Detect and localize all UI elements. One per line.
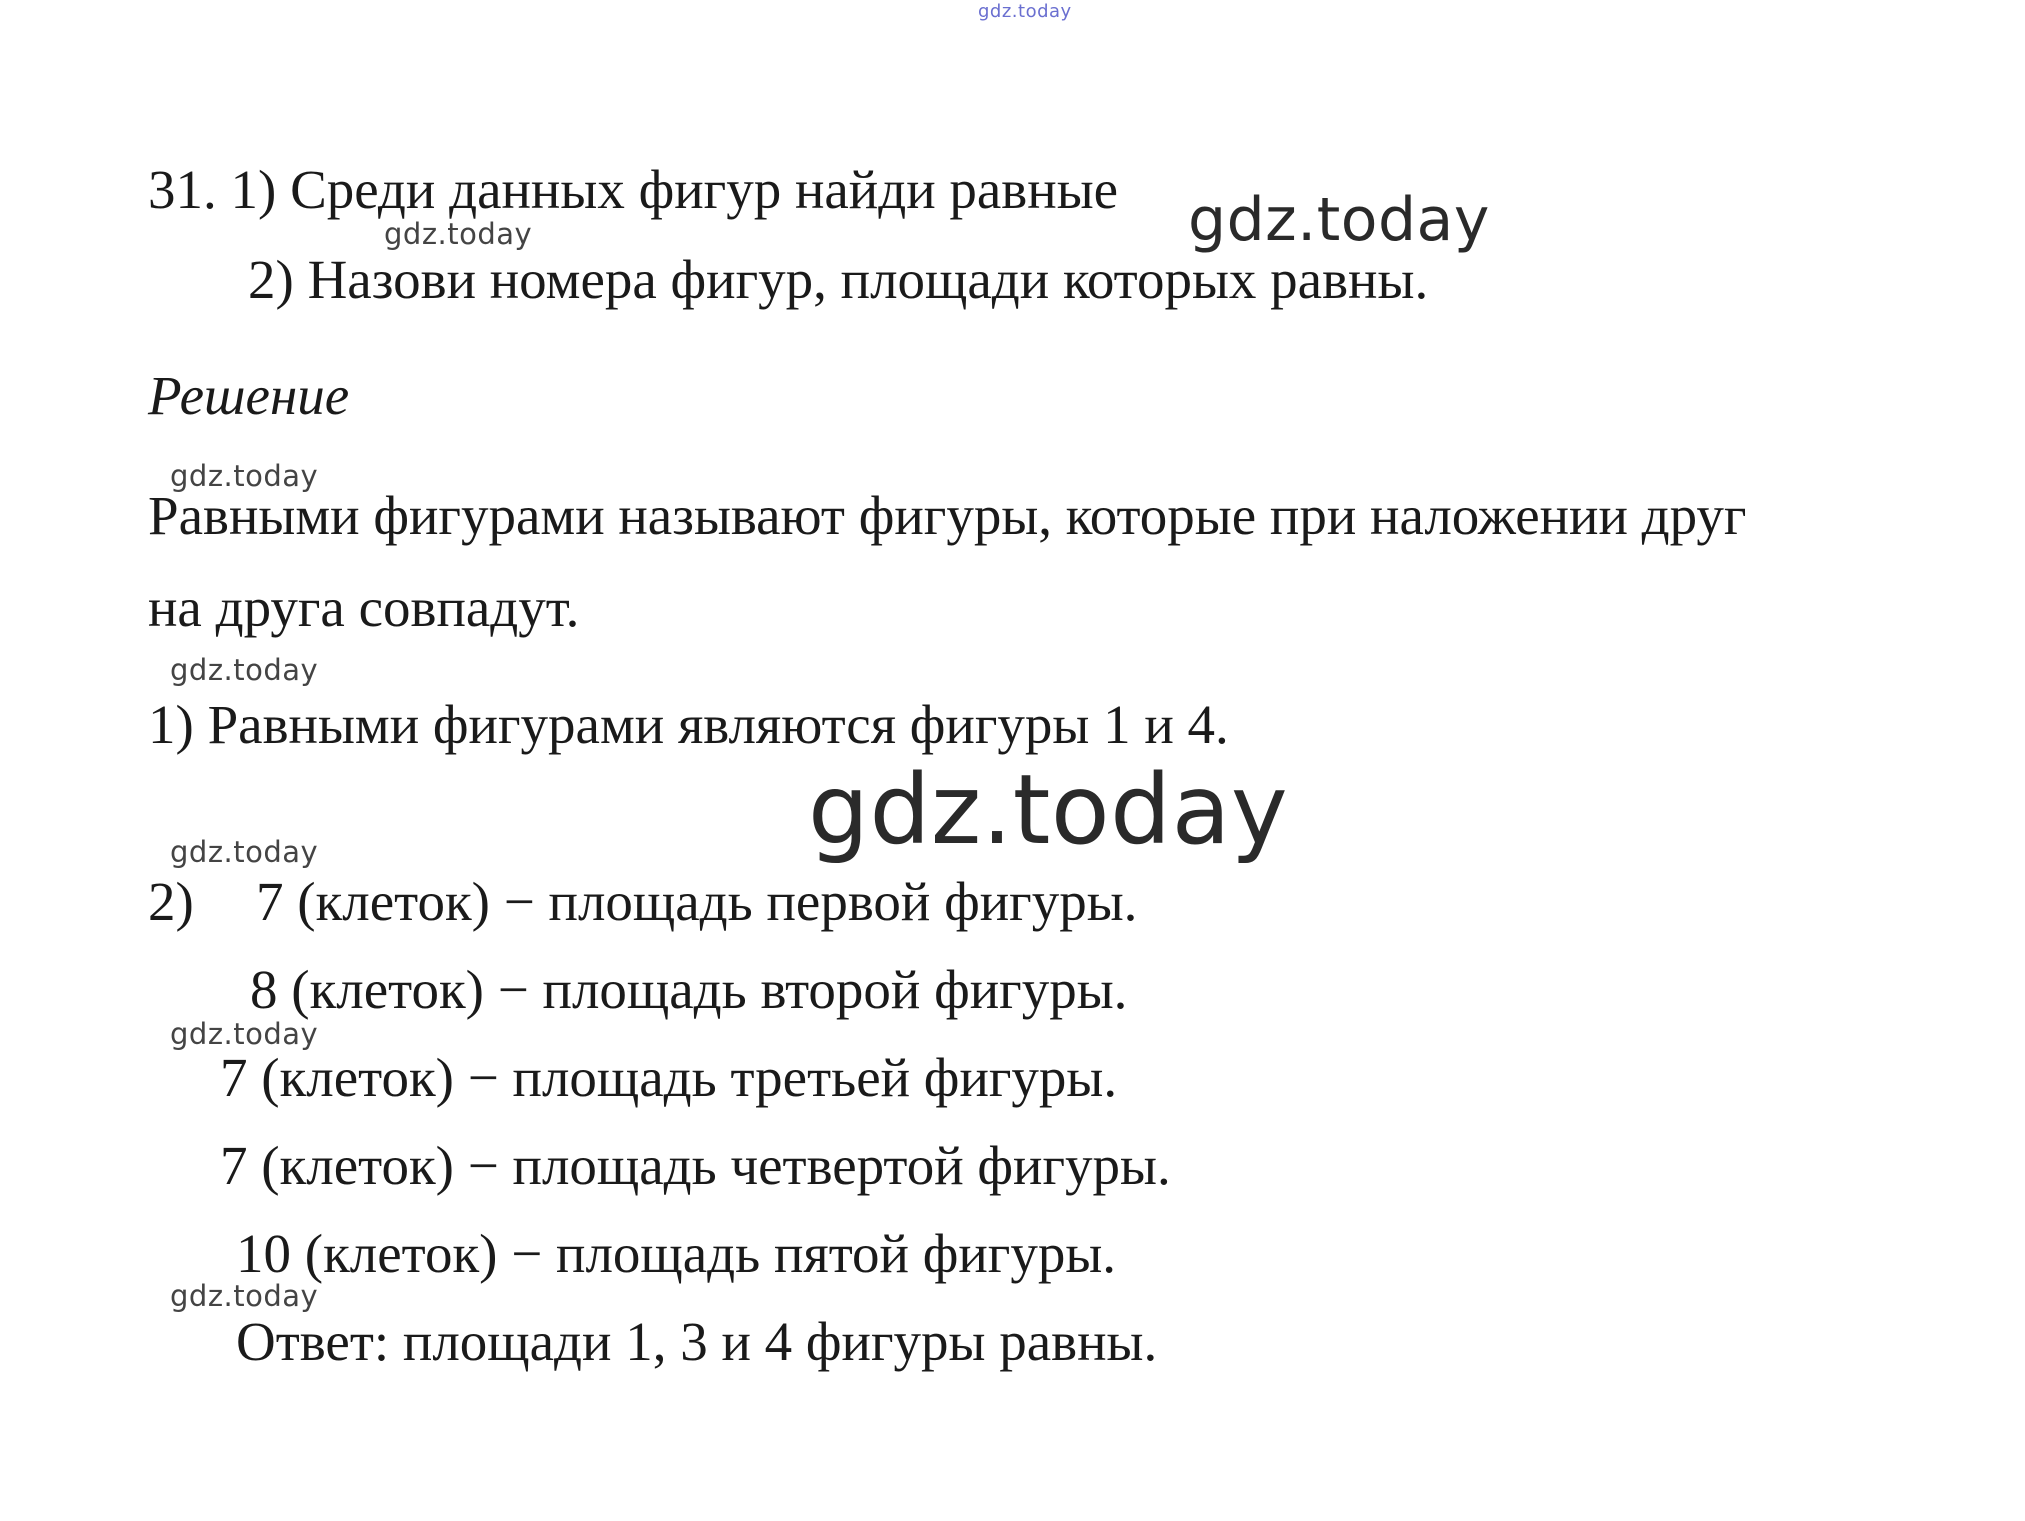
final-answer: Ответ: площади 1, 3 и 4 фигуры равны. <box>236 1311 1158 1372</box>
watermark-small-3: gdz.today <box>170 653 319 687</box>
area-line-5: 10 (клеток) − площадь пятой фигуры. <box>236 1223 1117 1284</box>
watermark-top: gdz.today <box>978 1 1072 22</box>
area-line-4: 7 (клеток) − площадь четвертой фигуры. <box>220 1135 1171 1196</box>
watermark-small-1: gdz.today <box>384 217 533 251</box>
area-line-1: 7 (клеток) − площадь первой фигуры. <box>256 871 1138 932</box>
watermark-large: gdz.today <box>808 754 1289 866</box>
task-line-2: 2) Назови номера фигур, площади которых равны. <box>248 249 1429 310</box>
definition-line-1: Равными фигурами называют фигуры, которые при наложении друг <box>148 485 1747 546</box>
watermark-small-5: gdz.today <box>170 1017 319 1051</box>
answer-1: 1) Равными фигурами являются фигуры 1 и 4. <box>148 694 1229 755</box>
watermark-medium: gdz.today <box>1188 185 1490 255</box>
solution-title: Решение <box>148 365 350 426</box>
answer-2-marker: 2) <box>148 871 194 932</box>
task-line-1: 31. 1) Среди данных фигур найди равные <box>148 159 1119 220</box>
area-line-3: 7 (клеток) − площадь третьей фигуры. <box>220 1047 1118 1108</box>
watermark-small-6: gdz.today <box>170 1279 319 1313</box>
definition-line-2: на друга совпадут. <box>148 577 580 638</box>
area-line-2: 8 (клеток) − площадь второй фигуры. <box>250 959 1128 1020</box>
watermark-small-2: gdz.today <box>170 459 319 493</box>
watermark-small-4: gdz.today <box>170 835 319 869</box>
